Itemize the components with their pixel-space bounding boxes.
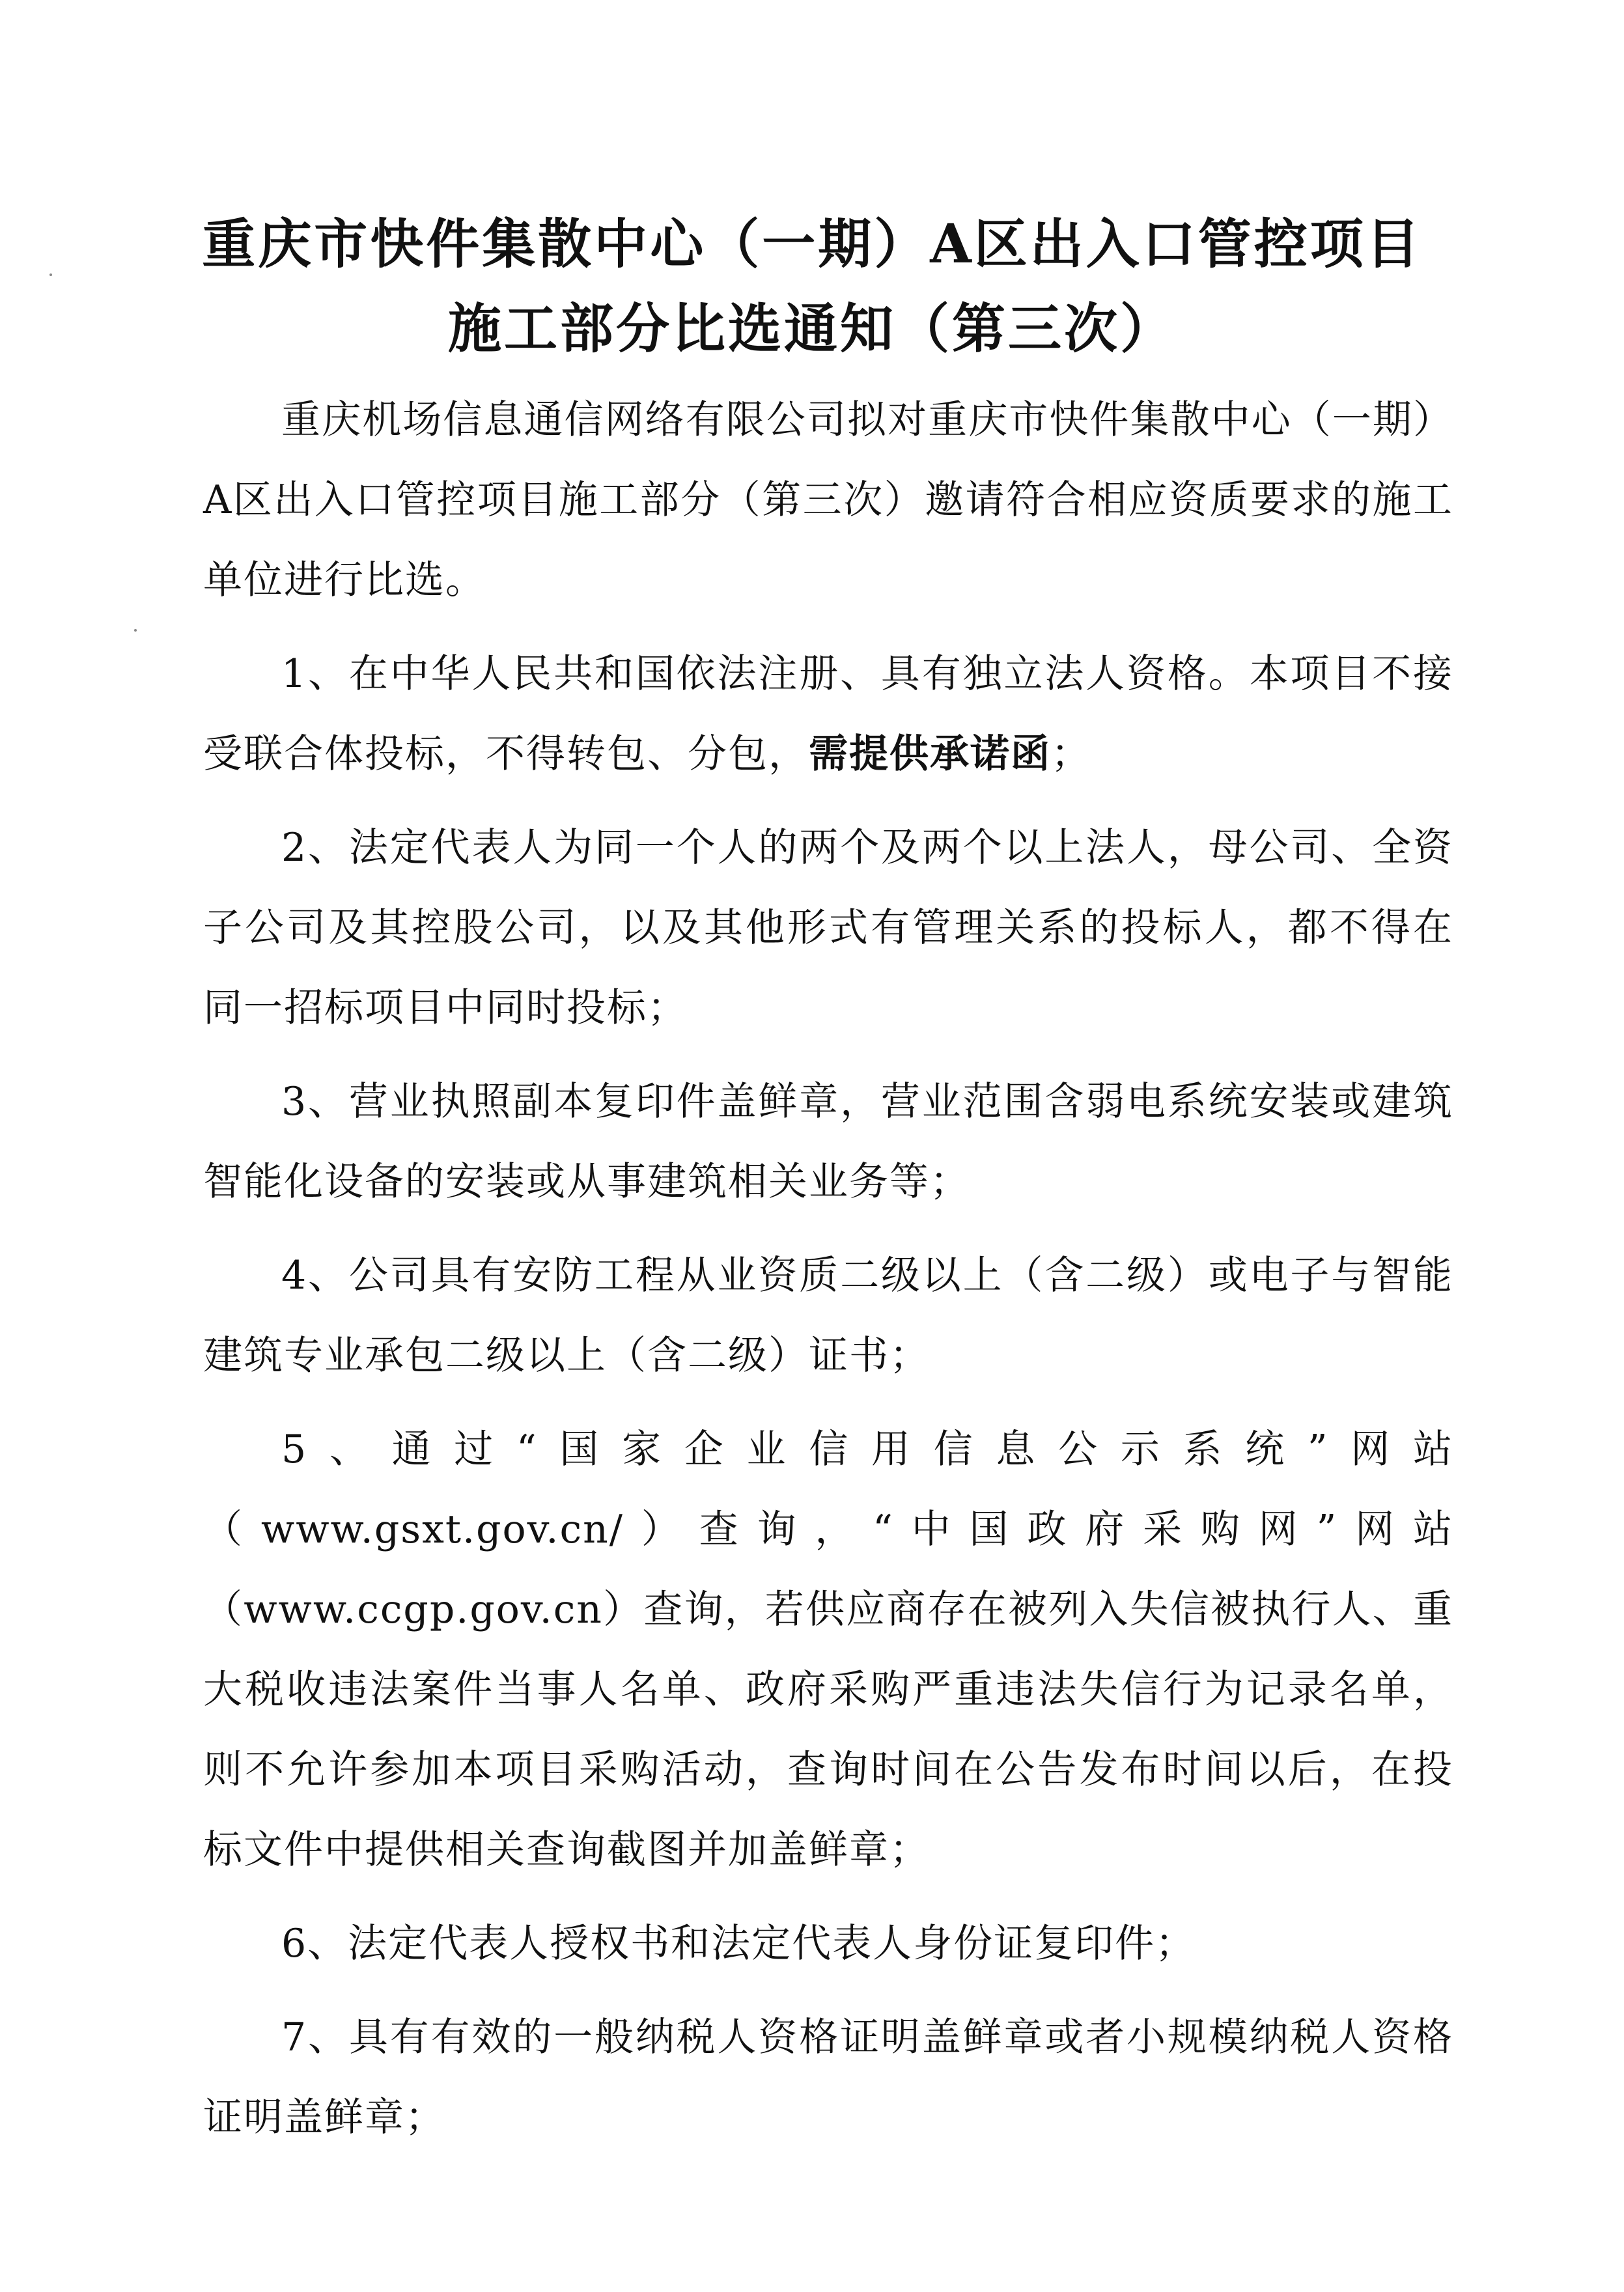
document-title-line-2: 施工部分比选通知（第三次） (447, 298, 1176, 360)
scan-artifact (134, 629, 137, 632)
requirement-item-1-tail: ； (1051, 731, 1091, 777)
requirement-item-3: 3、营业执照副本复印件盖鲜章，营业范围含弱电系统安装或建筑智能化设备的安装或从事建筑相关业务等； (203, 1079, 1453, 1205)
intro-paragraph: 重庆机场信息通信网络有限公司拟对重庆市快件集散中心（一期）A区出入口管控项目施工部分（第三次）邀请符合相应资质要求的施工单位进行比选。 (203, 397, 1453, 603)
requirement-item-4: 4、公司具有安防工程从业资质二级以上（含二级）或电子与智能建筑专业承包二级以上（含二级）证书； (203, 1253, 1453, 1378)
document-body (203, 380, 1453, 2172)
requirement-item-2: 2、法定代表人为同一个人的两个及两个以上法人，母公司、全资子公司及其控股公司，以及其他形式有管理关系的投标人，都不得在同一招标项目中同时投标； (203, 825, 1453, 1031)
document-title-line-1: 重庆市快件集散中心（一期）A区出入口管控项目 (202, 213, 1422, 275)
requirement-item-5: 5、通过“国家企业信用信息公示系统”网站（www.gsxt.gov.cn/）查询，“中国政府采购网”网站（www.ccgp.gov.cn）查询，若供应商存在被列入失信被执行人、重大税收违法案件当事人名单、政府采购严重违法失信行为记录名单，则不允许参加本项目采购活动，查询时间在公告发布时间以后，在投标文件中提供相关查询截图并加盖鲜章； (203, 1427, 1453, 1873)
requirement-item-1 (203, 634, 1453, 794)
requirement-item-6: 6、法定代表人授权书和法定代表人身份证复印件； (281, 1921, 1196, 1966)
requirement-item-7: 7、具有有效的一般纳税人资格证明盖鲜章或者小规模纳税人资格证明盖鲜章； (203, 2015, 1453, 2140)
requirement-item-1-emphasis: 需提供承诺函 (809, 731, 1051, 777)
requirement-item-1-text: 1、在中华人民共和国依法注册、具有独立法人资格。本项目不接受联合体投标，不得转包、分包， (203, 651, 1453, 777)
